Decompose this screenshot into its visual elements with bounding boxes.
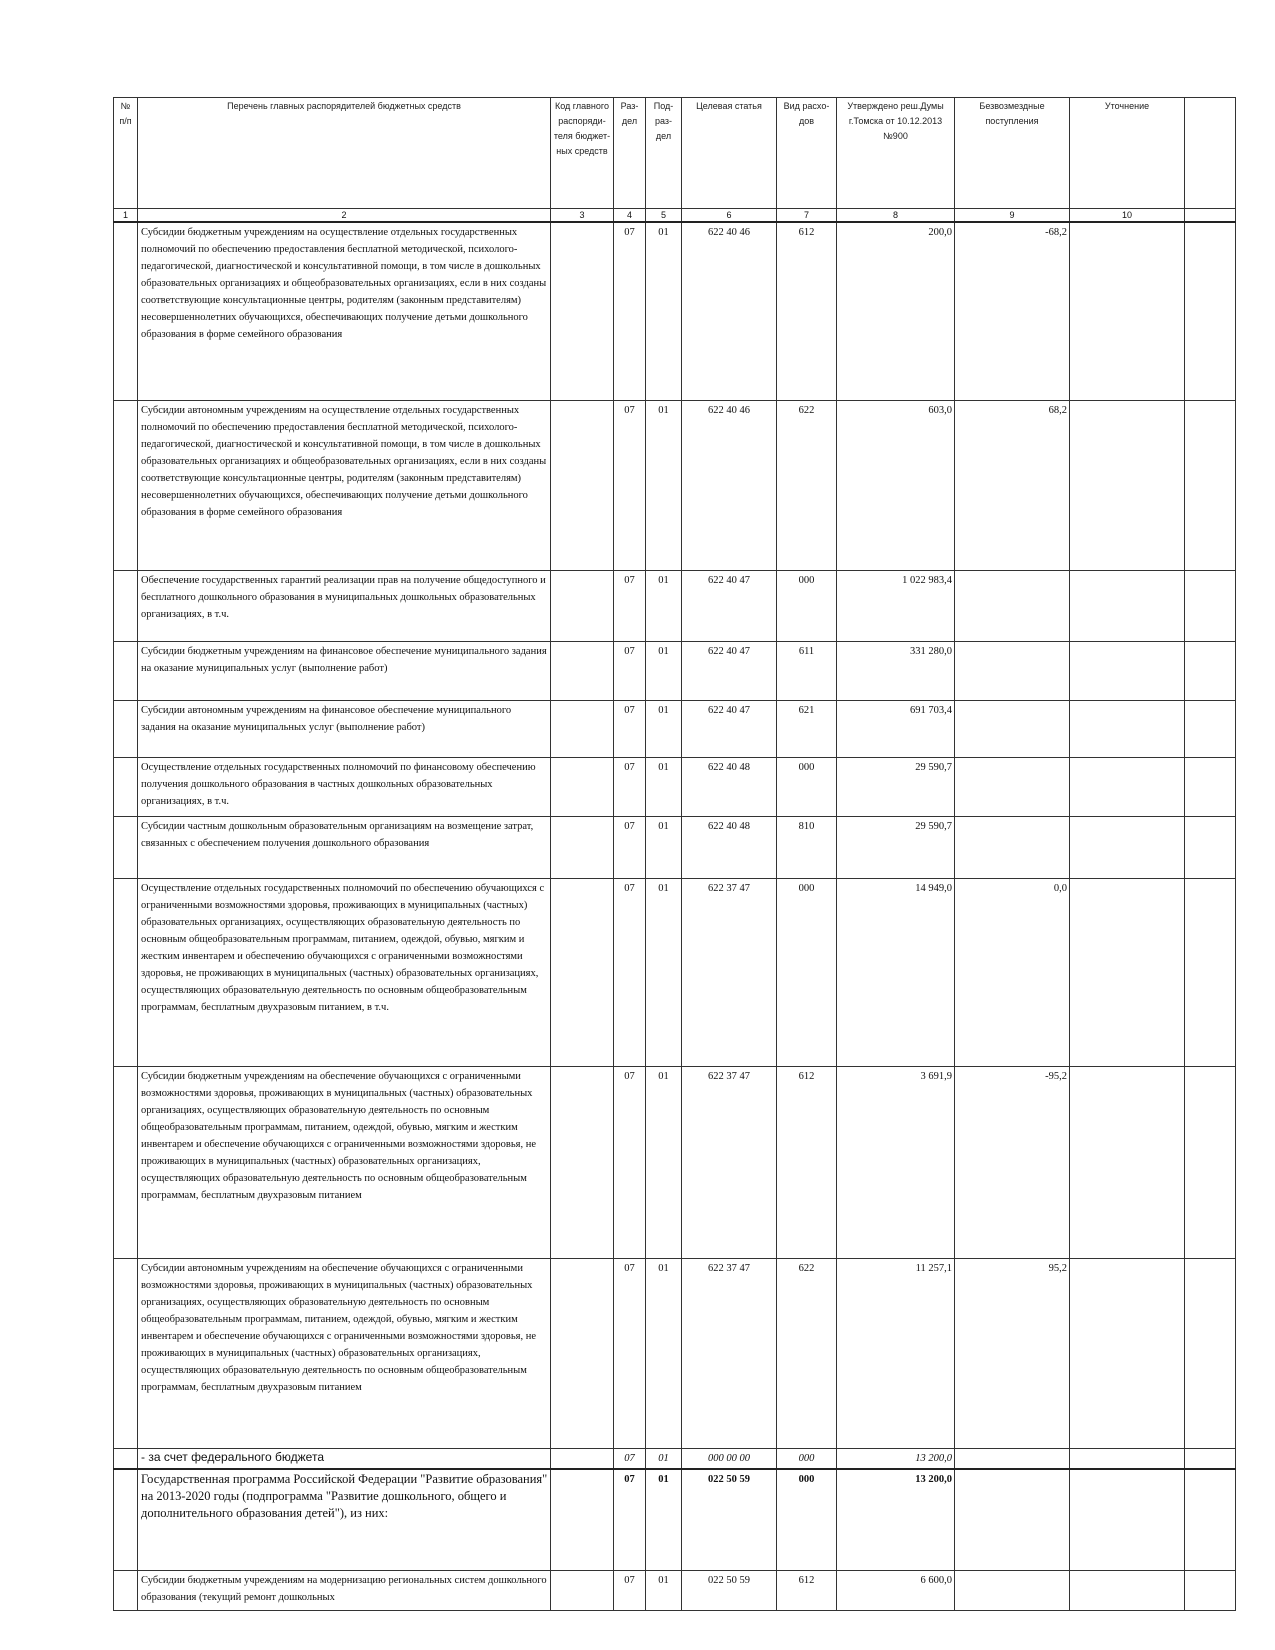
row-code	[551, 1448, 614, 1469]
row-section: 07	[614, 700, 646, 757]
row-name: Государственная программа Российской Федерации "Развитие образования" на 2013-2020 годы (подпрограмма "Развитие дошкольного, общего и дополнительного образования детей"), из них:	[138, 1469, 551, 1570]
header-extra	[1185, 98, 1236, 209]
row-extra	[1185, 700, 1236, 757]
row-code	[551, 816, 614, 878]
row-gratuitous-receipts: -95,2	[955, 1066, 1070, 1258]
row-refinement	[1070, 1448, 1185, 1469]
row-approved-amount: 11 257,1	[837, 1258, 955, 1448]
row-expense-type: 612	[777, 1066, 837, 1258]
column-number-row	[114, 209, 1236, 223]
row-refinement	[1070, 700, 1185, 757]
row-section: 07	[614, 222, 646, 400]
table-row	[114, 757, 1236, 816]
row-gratuitous-receipts	[955, 816, 1070, 878]
row-number	[114, 1258, 138, 1448]
row-number	[114, 1066, 138, 1258]
column-number: 6	[682, 209, 777, 223]
row-gratuitous-receipts	[955, 641, 1070, 700]
row-number	[114, 641, 138, 700]
row-code	[551, 570, 614, 641]
row-approved-amount: 29 590,7	[837, 757, 955, 816]
row-approved-amount: 1 022 983,4	[837, 570, 955, 641]
header-approved: Утверждено реш.Думы г.Томска от 10.12.2013 №900	[837, 98, 955, 209]
row-expense-type: 000	[777, 570, 837, 641]
row-expense-type: 611	[777, 641, 837, 700]
column-number: 9	[955, 209, 1070, 223]
row-name: Субсидии автономным учреждениям на осуществление отдельных государственных полномочий по обеспечению предоставления бесплатной методической, психолого-педагогической, диагностической и консультативной помощи, в том числе в дошкольных образовательных организациях и общеобразовательных организациях, если в них созданы соответствующие консультационные центры, родителям (законным представителям) несовершеннолетних обучающихся, обеспечивающих получение детьми дошкольного образования в форме семейного образования	[138, 400, 551, 570]
row-refinement	[1070, 1570, 1185, 1610]
header-no: № п/п	[114, 98, 138, 209]
table-row	[114, 1066, 1236, 1258]
row-refinement	[1070, 816, 1185, 878]
row-refinement	[1070, 641, 1185, 700]
row-refinement	[1070, 1066, 1185, 1258]
row-code	[551, 700, 614, 757]
row-number	[114, 1570, 138, 1610]
row-subsection: 01	[646, 878, 682, 1066]
row-subsection: 01	[646, 816, 682, 878]
row-approved-amount: 13 200,0	[837, 1448, 955, 1469]
row-extra	[1185, 1258, 1236, 1448]
row-code	[551, 400, 614, 570]
row-subsection: 01	[646, 1448, 682, 1469]
row-number	[114, 700, 138, 757]
table-row	[114, 1448, 1236, 1469]
table-row	[114, 641, 1236, 700]
row-code	[551, 878, 614, 1066]
table-row	[114, 1570, 1236, 1610]
row-subsection: 01	[646, 1066, 682, 1258]
row-subsection: 01	[646, 400, 682, 570]
column-number: 1	[114, 209, 138, 223]
row-subsection: 01	[646, 700, 682, 757]
row-refinement	[1070, 878, 1185, 1066]
row-section: 07	[614, 816, 646, 878]
row-approved-amount: 331 280,0	[837, 641, 955, 700]
table-row	[114, 400, 1236, 570]
row-expense-type: 612	[777, 1570, 837, 1610]
row-subsection: 01	[646, 1469, 682, 1570]
row-target-article: 622 40 47	[682, 570, 777, 641]
header-subsection: Под-раз-дел	[646, 98, 682, 209]
row-refinement	[1070, 1469, 1185, 1570]
row-extra	[1185, 816, 1236, 878]
row-target-article: 622 40 48	[682, 757, 777, 816]
row-extra	[1185, 1570, 1236, 1610]
row-section: 07	[614, 570, 646, 641]
table-row	[114, 878, 1236, 1066]
column-number: 3	[551, 209, 614, 223]
row-section: 07	[614, 1570, 646, 1610]
row-gratuitous-receipts	[955, 570, 1070, 641]
row-gratuitous-receipts: 68,2	[955, 400, 1070, 570]
row-refinement	[1070, 1258, 1185, 1448]
row-name: Осуществление отдельных государственных полномочий по обеспечению обучающихся с ограниченными возможностями здоровья, проживающих в муниципальных (частных) образовательных организациях, осуществляющих образовательную деятельность по основным общеобразовательным программам, питанием, одеждой, обувью, мягким и жестким инвентарем и обеспечению обучающихся с ограниченными возможностями здоровья, не проживающих в муниципальных (частных) образовательных организациях, осуществляющих образовательную деятельность по основным общеобразовательным программам, бесплатным двухразовым питанием, в т.ч.	[138, 878, 551, 1066]
header-refinement: Уточнение	[1070, 98, 1185, 209]
row-gratuitous-receipts: 0,0	[955, 878, 1070, 1066]
row-code	[551, 757, 614, 816]
row-extra	[1185, 1469, 1236, 1570]
row-number	[114, 1448, 138, 1469]
row-expense-type: 000	[777, 1448, 837, 1469]
row-name: Субсидии бюджетным учреждениям на осуществление отдельных государственных полномочий по обеспечению предоставления бесплатной методической, психолого-педагогической, диагностической и консультативной помощи, в том числе в дошкольных образовательных организациях и общеобразовательных организациях, если в них созданы соответствующие консультационные центры, родителям (законным представителям) несовершеннолетних обучающихся, обеспечивающих получение детьми дошкольного образования в форме семейного образования	[138, 222, 551, 400]
row-name: - за счет федерального бюджета	[138, 1448, 551, 1469]
row-expense-type: 622	[777, 1258, 837, 1448]
row-target-article: 622 40 48	[682, 816, 777, 878]
row-gratuitous-receipts	[955, 1448, 1070, 1469]
row-section: 07	[614, 1448, 646, 1469]
row-extra	[1185, 222, 1236, 400]
row-code	[551, 1570, 614, 1610]
row-approved-amount: 6 600,0	[837, 1570, 955, 1610]
row-target-article: 622 40 46	[682, 400, 777, 570]
header-target: Целевая статья	[682, 98, 777, 209]
header-expense-type: Вид расхо-дов	[777, 98, 837, 209]
row-extra	[1185, 641, 1236, 700]
row-subsection: 01	[646, 757, 682, 816]
row-expense-type: 621	[777, 700, 837, 757]
row-section: 07	[614, 1066, 646, 1258]
header-section: Раз-дел	[614, 98, 646, 209]
row-name: Субсидии бюджетным учреждениям на финансовое обеспечение муниципального задания на оказание муниципальных услуг (выполнение работ)	[138, 641, 551, 700]
row-number	[114, 757, 138, 816]
row-number	[114, 1469, 138, 1570]
row-expense-type: 810	[777, 816, 837, 878]
row-section: 07	[614, 878, 646, 1066]
row-subsection: 01	[646, 641, 682, 700]
row-code	[551, 1066, 614, 1258]
row-target-article: 000 00 00	[682, 1448, 777, 1469]
column-number: 8	[837, 209, 955, 223]
table-row	[114, 816, 1236, 878]
row-number	[114, 878, 138, 1066]
row-gratuitous-receipts	[955, 757, 1070, 816]
row-approved-amount: 3 691,9	[837, 1066, 955, 1258]
header-row	[114, 98, 1236, 209]
row-number	[114, 222, 138, 400]
row-target-article: 022 50 59	[682, 1570, 777, 1610]
table-row	[114, 570, 1236, 641]
row-name: Субсидии автономным учреждениям на финансовое обеспечение муниципального задания на оказание муниципальных услуг (выполнение работ)	[138, 700, 551, 757]
row-target-article: 622 37 47	[682, 1258, 777, 1448]
budget-table	[113, 97, 1236, 1611]
row-name: Субсидии бюджетным учреждениям на модернизацию региональных систем дошкольного образования (текущий ремонт дошкольных	[138, 1570, 551, 1610]
row-subsection: 01	[646, 1570, 682, 1610]
row-extra	[1185, 757, 1236, 816]
row-refinement	[1070, 222, 1185, 400]
row-extra	[1185, 1448, 1236, 1469]
row-approved-amount: 200,0	[837, 222, 955, 400]
row-code	[551, 1469, 614, 1570]
row-gratuitous-receipts	[955, 1469, 1070, 1570]
column-number: 7	[777, 209, 837, 223]
row-gratuitous-receipts	[955, 700, 1070, 757]
row-expense-type: 612	[777, 222, 837, 400]
row-target-article: 622 40 46	[682, 222, 777, 400]
row-expense-type: 622	[777, 400, 837, 570]
row-approved-amount: 603,0	[837, 400, 955, 570]
table-row	[114, 1258, 1236, 1448]
table-row	[114, 222, 1236, 400]
column-number-extra	[1185, 209, 1236, 223]
row-extra	[1185, 878, 1236, 1066]
row-name: Субсидии автономным учреждениям на обеспечение обучающихся с ограниченными возможностями здоровья, проживающих в муниципальных (частных) образовательных организациях, осуществляющих образовательную деятельность по основным общеобразовательным программам, питанием, одеждой, обувью, мягким и жестким инвентарем и обеспечение обучающихся с ограниченными возможностями здоровья, не проживающих в муниципальных (частных) образовательных организациях, осуществляющих образовательную деятельность по основным общеобразовательным программам, бесплатным двухразовым питанием	[138, 1258, 551, 1448]
row-approved-amount: 29 590,7	[837, 816, 955, 878]
row-code	[551, 222, 614, 400]
row-extra	[1185, 570, 1236, 641]
row-refinement	[1070, 757, 1185, 816]
row-refinement	[1070, 400, 1185, 570]
row-target-article: 622 40 47	[682, 700, 777, 757]
row-target-article: 622 40 47	[682, 641, 777, 700]
row-target-article: 622 37 47	[682, 878, 777, 1066]
header-gratuitous: Безвозмездные поступления	[955, 98, 1070, 209]
table-row	[114, 1469, 1236, 1570]
row-code	[551, 1258, 614, 1448]
row-expense-type: 000	[777, 1469, 837, 1570]
row-target-article: 022 50 59	[682, 1469, 777, 1570]
row-approved-amount: 13 200,0	[837, 1469, 955, 1570]
row-section: 07	[614, 757, 646, 816]
row-extra	[1185, 400, 1236, 570]
column-number: 5	[646, 209, 682, 223]
row-expense-type: 000	[777, 757, 837, 816]
row-subsection: 01	[646, 1258, 682, 1448]
header-code: Код главного распоряди-теля бюджет-ных средств	[551, 98, 614, 209]
table-row	[114, 700, 1236, 757]
column-number: 10	[1070, 209, 1185, 223]
row-number	[114, 816, 138, 878]
row-name: Обеспечение государственных гарантий реализации прав на получение общедоступного и бесплатного дошкольного образования в муниципальных дошкольных образовательных организациях, в т.ч.	[138, 570, 551, 641]
row-section: 07	[614, 641, 646, 700]
row-name: Субсидии частным дошкольным образовательным организациям на возмещение затрат, связанных с обеспечением получения дошкольного образования	[138, 816, 551, 878]
row-gratuitous-receipts: 95,2	[955, 1258, 1070, 1448]
column-number: 4	[614, 209, 646, 223]
row-name: Субсидии бюджетным учреждениям на обеспечение обучающихся с ограниченными возможностями здоровья, проживающих в муниципальных (частных) образовательных организациях, осуществляющих образовательную деятельность по основным общеобразовательным программам, питанием, одеждой, обувью, мягким и жестким инвентарем и обеспечение обучающихся с ограниченными возможностями здоровья, не проживающих в муниципальных (частных) образовательных организациях, осуществляющих образовательную деятельность по основным общеобразовательным программам, бесплатным двухразовым питанием	[138, 1066, 551, 1258]
row-subsection: 01	[646, 570, 682, 641]
header-name: Перечень главных распорядителей бюджетных средств	[138, 98, 551, 209]
row-section: 07	[614, 400, 646, 570]
column-number: 2	[138, 209, 551, 223]
row-name: Осуществление отдельных государственных полномочий по финансовому обеспечению получения дошкольного образования в частных дошкольных образовательных организациях, в т.ч.	[138, 757, 551, 816]
row-extra	[1185, 1066, 1236, 1258]
row-subsection: 01	[646, 222, 682, 400]
row-gratuitous-receipts: -68,2	[955, 222, 1070, 400]
row-approved-amount: 14 949,0	[837, 878, 955, 1066]
row-gratuitous-receipts	[955, 1570, 1070, 1610]
row-target-article: 622 37 47	[682, 1066, 777, 1258]
row-approved-amount: 691 703,4	[837, 700, 955, 757]
row-number	[114, 570, 138, 641]
row-code	[551, 641, 614, 700]
row-refinement	[1070, 570, 1185, 641]
row-expense-type: 000	[777, 878, 837, 1066]
row-number	[114, 400, 138, 570]
row-section: 07	[614, 1258, 646, 1448]
row-section: 07	[614, 1469, 646, 1570]
